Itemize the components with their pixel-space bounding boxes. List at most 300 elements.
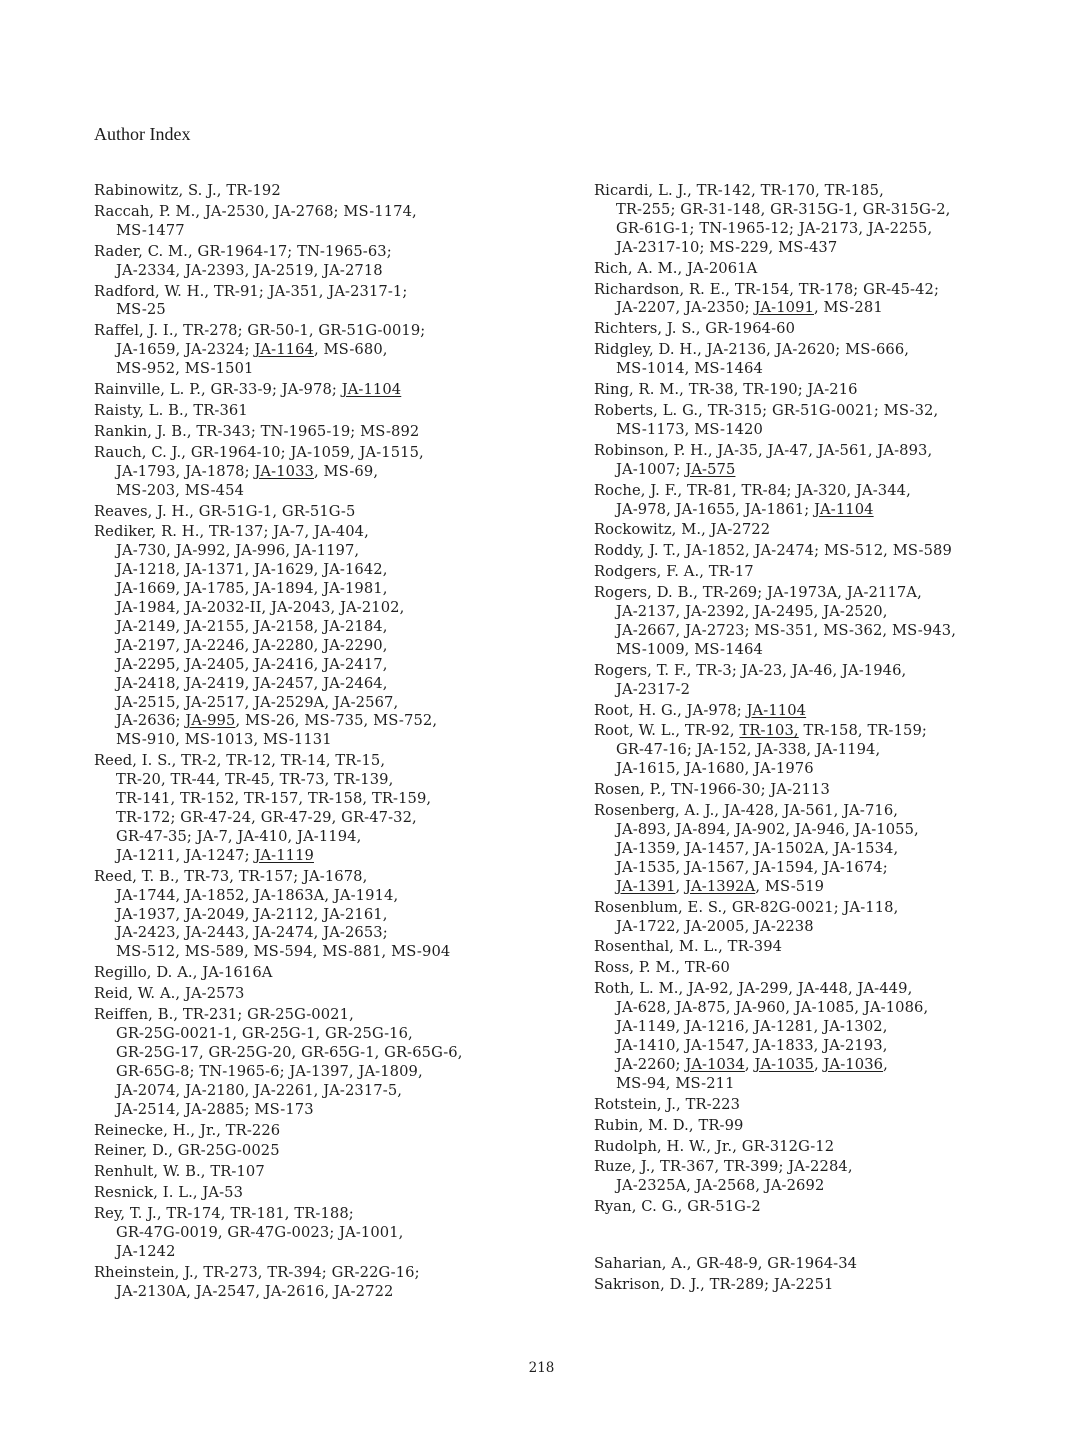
entry-first-line [94, 1163, 579, 1182]
index-entry [94, 243, 579, 281]
index-entry [94, 1142, 579, 1161]
entry-continuation-line [594, 859, 1079, 878]
entry-first-line [594, 980, 1079, 999]
entry-text: , [814, 1055, 824, 1073]
entry-text: Rader, C. M., GR-1964-17; TN-1965-63; [94, 242, 392, 260]
entry-text: JA-2074, JA-2180, JA-2261, JA-2317-5, [116, 1081, 403, 1099]
entry-first-line [94, 503, 579, 522]
entry-continuation-line [94, 360, 579, 379]
entry-continuation-line [594, 918, 1079, 937]
entry-continuation-line [594, 878, 1079, 897]
entry-continuation-line [594, 840, 1079, 859]
entry-text: TR-158, TR-159; [798, 722, 927, 740]
entry-text: Regillo, D. A., JA-1616A [94, 964, 273, 982]
entry-text: Reaves, J. H., GR-51G-1, GR-51G-5 [94, 502, 356, 520]
entry-first-line [594, 182, 1079, 201]
entry-continuation-line [94, 341, 579, 360]
entry-text: Richardson, R. E., TR-154, TR-178; GR-45-42; [594, 280, 940, 298]
index-entry [594, 442, 1079, 480]
entry-text: GR-47-35; JA-7, JA-410, JA-1194, [116, 827, 362, 845]
index-entry [594, 980, 1079, 1093]
entry-text: JA-1218, JA-1371, JA-1629, JA-1642, [116, 561, 388, 579]
index-entry [94, 964, 579, 983]
entry-text: , MS-680, [313, 341, 388, 359]
entry-continuation-line [94, 790, 579, 809]
index-entry [94, 283, 579, 321]
page-title: Author Index [94, 124, 191, 144]
entry-continuation-line [594, 760, 1079, 779]
index-column-right-s-entries [594, 1255, 1079, 1297]
entry-text: Ridgley, D. H., JA-2136, JA-2620; MS-666, [594, 341, 910, 359]
entry-continuation-line [94, 262, 579, 281]
entry-continuation-line [94, 301, 579, 320]
index-entry [94, 868, 579, 963]
entry-first-line [94, 985, 579, 1004]
entry-text: Raccah, P. M., JA-2530, JA-2768; MS-1174, [94, 202, 417, 220]
index-column-right [594, 182, 1079, 1219]
entry-continuation-line [94, 1283, 579, 1302]
entry-continuation-line [594, 360, 1079, 379]
entry-continuation-line [594, 299, 1079, 318]
entry-text: JA-730, JA-992, JA-996, JA-1197, [116, 542, 360, 560]
underlined-reference: JA-1104 [814, 500, 874, 518]
underlined-reference: JA-1119 [254, 846, 314, 864]
underlined-reference: JA-1392A [685, 877, 756, 895]
underlined-reference: JA-1034 [685, 1055, 745, 1073]
entry-text: Rotstein, J., TR-223 [594, 1095, 741, 1113]
entry-first-line [594, 442, 1079, 461]
entry-text: GR-25G-17, GR-25G-20, GR-65G-1, GR-65G-6, [116, 1043, 463, 1061]
entry-text: Raisty, L. B., TR-361 [94, 401, 248, 419]
entry-text: MS-25 [116, 301, 166, 319]
entry-text: JA-1937, JA-2049, JA-2112, JA-2161, [116, 905, 388, 923]
entry-text: Root, H. G., JA-978; [594, 701, 747, 719]
entry-continuation-line [94, 482, 579, 501]
index-entry [594, 260, 1079, 279]
entry-text: Rosen, P., TN-1966-30; JA-2113 [594, 781, 830, 799]
entry-text: JA-2137, JA-2392, JA-2495, JA-2520, [616, 603, 888, 621]
underlined-reference: JA-1164 [254, 341, 314, 359]
entry-continuation-line [94, 731, 579, 750]
index-entry [594, 938, 1079, 957]
index-entry [594, 1117, 1079, 1136]
entry-continuation-line [594, 741, 1079, 760]
entry-text: Richters, J. S., GR-1964-60 [594, 320, 796, 338]
index-entry [594, 381, 1079, 400]
entry-text: Reed, T. B., TR-73, TR-157; JA-1678, [94, 867, 368, 885]
entry-continuation-line [94, 887, 579, 906]
entry-text: Rosenthal, M. L., TR-394 [594, 938, 783, 956]
entry-first-line [594, 662, 1079, 681]
entry-first-line [94, 1264, 579, 1283]
entry-text: Rosenberg, A. J., JA-428, JA-561, JA-716, [594, 802, 899, 820]
index-entry [594, 781, 1079, 800]
index-entry [594, 899, 1079, 937]
underlined-reference: JA-1391 [616, 877, 676, 895]
entry-text: GR-65G-8; TN-1965-6; JA-1397, JA-1809, [116, 1062, 423, 1080]
entry-first-line [594, 341, 1079, 360]
entry-first-line [594, 563, 1079, 582]
entry-text: JA-2325A, JA-2568, JA-2692 [616, 1177, 825, 1195]
index-entry [594, 959, 1079, 978]
entry-text: TR-141, TR-152, TR-157, TR-158, TR-159, [116, 790, 432, 808]
entry-text: JA-1359, JA-1457, JA-1502A, JA-1534, [616, 839, 899, 857]
entry-continuation-line [94, 1044, 579, 1063]
entry-text: JA-1669, JA-1785, JA-1894, JA-1981, [116, 580, 388, 598]
entry-first-line [94, 752, 579, 771]
entry-text: Ruze, J., TR-367, TR-399; JA-2284, [594, 1158, 853, 1176]
entry-text: JA-2149, JA-2155, JA-2158, JA-2184, [116, 617, 388, 635]
entry-continuation-line [94, 847, 579, 866]
entry-continuation-line [594, 1056, 1079, 1075]
entry-text: Rudolph, H. W., Jr., GR-312G-12 [594, 1137, 835, 1155]
entry-text: Roberts, L. G., TR-315; GR-51G-0021; MS-32, [594, 401, 939, 419]
entry-text: Rubin, M. D., TR-99 [594, 1116, 744, 1134]
entry-text: JA-1211, JA-1247; [116, 846, 255, 864]
index-entry [594, 402, 1079, 440]
entry-text: JA-2514, JA-2885; MS-173 [116, 1100, 314, 1118]
entry-text: JA-1149, JA-1216, JA-1281, JA-1302, [616, 1018, 888, 1036]
entry-text: Reiffen, B., TR-231; GR-25G-0021, [94, 1006, 354, 1024]
entry-text: , MS-519 [755, 877, 825, 895]
underlined-reference: JA-1033 [254, 462, 314, 480]
entry-text: JA-2636; [116, 712, 186, 730]
entry-first-line [94, 1142, 579, 1161]
entry-first-line [594, 281, 1079, 300]
entry-text: , [744, 1055, 755, 1073]
index-entry [594, 482, 1079, 520]
entry-first-line [594, 1255, 1079, 1274]
entry-first-line [94, 402, 579, 421]
entry-continuation-line [594, 681, 1079, 700]
entry-first-line [94, 1205, 579, 1224]
entry-first-line [594, 1198, 1079, 1217]
entry-first-line [594, 722, 1079, 741]
entry-text: Roth, L. M., JA-92, JA-299, JA-448, JA-449, [594, 980, 913, 998]
entry-text: GR-47G-0019, GR-47G-0023; JA-1001, [116, 1224, 404, 1242]
entry-continuation-line [94, 809, 579, 828]
index-entry [594, 1198, 1079, 1217]
entry-text: MS-1014, MS-1464 [616, 360, 763, 378]
entry-text: JA-2334, JA-2393, JA-2519, JA-2718 [116, 261, 383, 279]
entry-continuation-line [94, 1243, 579, 1262]
entry-first-line [594, 1276, 1079, 1295]
entry-first-line [94, 964, 579, 983]
index-entry [94, 402, 579, 421]
entry-continuation-line [594, 1177, 1079, 1196]
entry-text: Ring, R. M., TR-38, TR-190; JA-216 [594, 381, 858, 399]
entry-text: Saharian, A., GR-48-9, GR-1964-34 [594, 1255, 858, 1272]
entry-text: MS-910, MS-1013, MS-1131 [116, 731, 332, 749]
entry-first-line [94, 182, 579, 201]
index-entry [594, 1138, 1079, 1157]
entry-first-line [594, 542, 1079, 561]
entry-first-line [94, 283, 579, 302]
entry-text: JA-1535, JA-1567, JA-1594, JA-1674; [616, 858, 888, 876]
entry-continuation-line [594, 421, 1079, 440]
index-entry [94, 1205, 579, 1262]
index-entry [594, 521, 1079, 540]
entry-text: Rainville, L. P., GR-33-9; JA-978; [94, 381, 342, 399]
entry-continuation-line [594, 220, 1079, 239]
entry-first-line [594, 1117, 1079, 1136]
entry-text: MS-94, MS-211 [616, 1074, 735, 1092]
underlined-reference: JA-1036 [823, 1055, 884, 1073]
entry-first-line [94, 423, 579, 442]
entry-first-line [94, 1122, 579, 1141]
entry-continuation-line [94, 580, 579, 599]
index-entry [94, 381, 579, 400]
entry-continuation-line [94, 712, 579, 731]
entry-text: JA-2260; [616, 1055, 686, 1073]
index-entry [94, 182, 579, 201]
underlined-reference: JA-1091 [754, 299, 814, 317]
entry-text: Resnick, I. L., JA-53 [94, 1184, 244, 1202]
entry-continuation-line [94, 1224, 579, 1243]
entry-first-line [594, 938, 1079, 957]
index-entry [94, 1264, 579, 1302]
index-entry [594, 1276, 1079, 1295]
entry-first-line [94, 381, 579, 400]
entry-continuation-line [594, 239, 1079, 258]
entry-continuation-line [94, 1063, 579, 1082]
entry-continuation-line [94, 694, 579, 713]
entry-first-line [594, 1096, 1079, 1115]
entry-text: MS-1009, MS-1464 [616, 640, 763, 658]
entry-text: Rheinstein, J., TR-273, TR-394; GR-22G-16; [94, 1263, 420, 1281]
index-entry [94, 444, 579, 501]
entry-text: , [883, 1055, 888, 1073]
entry-continuation-line [594, 201, 1079, 220]
entry-text: Rogers, D. B., TR-269; JA-1973A, JA-2117A, [594, 584, 922, 602]
entry-text: JA-2418, JA-2419, JA-2457, JA-2464, [116, 674, 388, 692]
index-entry [94, 985, 579, 1004]
entry-text: Radford, W. H., TR-91; JA-351, JA-2317-1; [94, 282, 408, 300]
underlined-reference: JA-995 [185, 712, 236, 730]
entry-text: Sakrison, D. J., TR-289; JA-2251 [594, 1275, 834, 1293]
entry-first-line [594, 899, 1079, 918]
entry-first-line [594, 482, 1079, 501]
entry-continuation-line [94, 828, 579, 847]
entry-continuation-line [594, 821, 1079, 840]
entry-text: Robinson, P. H., JA-35, JA-47, JA-561, JA-893, [594, 441, 933, 459]
entry-first-line [94, 523, 579, 542]
index-column-left [94, 182, 579, 1304]
index-entry [94, 523, 579, 750]
entry-text: JA-1615, JA-1680, JA-1976 [616, 760, 814, 778]
entry-first-line [594, 320, 1079, 339]
entry-continuation-line [94, 542, 579, 561]
entry-continuation-line [94, 463, 579, 482]
underlined-reference: JA-1035 [754, 1055, 814, 1073]
entry-first-line [594, 584, 1079, 603]
index-entry [594, 662, 1079, 700]
entry-text: Roddy, J. T., JA-1852, JA-2474; MS-512, MS-589 [594, 542, 952, 560]
index-entry [94, 322, 579, 379]
index-entry [594, 182, 1079, 258]
entry-continuation-line [94, 1101, 579, 1120]
index-entry [94, 503, 579, 522]
page-number: 218 [528, 1360, 555, 1376]
entry-first-line [94, 243, 579, 262]
entry-first-line [594, 381, 1079, 400]
entry-text: JA-2515, JA-2517, JA-2529A, JA-2567, [116, 693, 399, 711]
entry-text: JA-2130A, JA-2547, JA-2616, JA-2722 [116, 1282, 394, 1300]
entry-text: Rosenblum, E. S., GR-82G-0021; JA-118, [594, 898, 899, 916]
index-entry [94, 1184, 579, 1203]
entry-continuation-line [94, 1025, 579, 1044]
index-entry [594, 320, 1079, 339]
entry-text: JA-2207, JA-2350; [616, 299, 755, 317]
entry-continuation-line [594, 461, 1079, 480]
entry-first-line [94, 1006, 579, 1025]
index-entry [94, 1006, 579, 1119]
entry-continuation-line [94, 906, 579, 925]
entry-continuation-line [94, 618, 579, 637]
index-entry [594, 341, 1079, 379]
entry-text: MS-952, MS-1501 [116, 360, 254, 378]
entry-text: Roche, J. F., TR-81, TR-84; JA-320, JA-344, [594, 481, 911, 499]
index-entry [594, 563, 1079, 582]
entry-text: JA-893, JA-894, JA-902, JA-946, JA-1055, [616, 821, 919, 838]
entry-text: Ricardi, L. J., TR-142, TR-170, TR-185, [594, 182, 884, 199]
entry-continuation-line [594, 1037, 1079, 1056]
entry-text: Reiner, D., GR-25G-0025 [94, 1142, 280, 1160]
entry-continuation-line [94, 675, 579, 694]
entry-text: Ross, P. M., TR-60 [594, 959, 730, 977]
entry-first-line [594, 402, 1079, 421]
entry-first-line [94, 322, 579, 341]
entry-text: MS-1173, MS-1420 [616, 420, 763, 438]
entry-text: , [675, 877, 686, 895]
index-entry [594, 802, 1079, 897]
entry-text: Reed, I. S., TR-2, TR-12, TR-14, TR-15, [94, 752, 386, 770]
entry-text: Rodgers, F. A., TR-17 [594, 563, 754, 581]
entry-continuation-line [94, 656, 579, 675]
entry-text: TR-20, TR-44, TR-45, TR-73, TR-139, [116, 771, 394, 789]
index-entry [594, 1255, 1079, 1274]
entry-continuation-line [594, 1018, 1079, 1037]
index-entry [594, 584, 1079, 660]
entry-text: JA-2317-10; MS-229, MS-437 [616, 238, 838, 256]
entry-continuation-line [594, 999, 1079, 1018]
entry-continuation-line [94, 943, 579, 962]
entry-text: Ryan, C. G., GR-51G-2 [594, 1198, 761, 1216]
entry-text: TR-172; GR-47-24, GR-47-29, GR-47-32, [116, 809, 417, 826]
entry-text: JA-1410, JA-1547, JA-1833, JA-2193, [616, 1036, 888, 1054]
entry-text: MS-1477 [116, 221, 185, 239]
entry-text: JA-1984, JA-2032-II, JA-2043, JA-2102, [116, 599, 405, 617]
entry-text: , MS-69, [313, 462, 379, 480]
entry-continuation-line [94, 771, 579, 790]
entry-continuation-line [594, 622, 1079, 641]
entry-first-line [594, 702, 1079, 721]
index-entry [594, 702, 1079, 721]
entry-first-line [594, 260, 1079, 279]
entry-continuation-line [94, 637, 579, 656]
entry-continuation-line [94, 222, 579, 241]
index-entry [94, 1163, 579, 1182]
entry-text: Rich, A. M., JA-2061A [594, 259, 758, 277]
entry-text: , MS-26, MS-735, MS-752, [235, 712, 438, 730]
entry-continuation-line [94, 924, 579, 943]
entry-text: Rankin, J. B., TR-343; TN-1965-19; MS-892 [94, 422, 420, 440]
entry-text: Rabinowitz, S. J., TR-192 [94, 182, 281, 199]
entry-first-line [594, 781, 1079, 800]
underlined-reference: TR-103, [739, 722, 799, 740]
underlined-reference: JA-1104 [341, 381, 402, 399]
entry-text: Rauch, C. J., GR-1964-10; JA-1059, JA-1515, [94, 443, 424, 461]
entry-text: Reid, W. A., JA-2573 [94, 985, 245, 1003]
entry-first-line [594, 959, 1079, 978]
index-entry [594, 281, 1079, 319]
index-entry [94, 752, 579, 865]
entry-continuation-line [594, 641, 1079, 660]
entry-text: Raffel, J. I., TR-278; GR-50-1, GR-51G-0019; [94, 322, 426, 340]
entry-first-line [94, 203, 579, 222]
entry-first-line [594, 802, 1079, 821]
index-entry [594, 1158, 1079, 1196]
entry-text: JA-2667, JA-2723; MS-351, MS-362, MS-943, [616, 621, 956, 639]
entry-text: Rediker, R. H., TR-137; JA-7, JA-404, [94, 523, 369, 541]
entry-text: GR-61G-1; TN-1965-12; JA-2173, JA-2255, [616, 219, 933, 237]
index-entry [594, 542, 1079, 561]
entry-text: , MS-281 [813, 299, 883, 317]
underlined-reference: JA-575 [685, 460, 736, 478]
entry-text: JA-2295, JA-2405, JA-2416, JA-2417, [116, 655, 388, 673]
index-entry [594, 722, 1079, 779]
entry-text: JA-1659, JA-2324; [116, 341, 255, 359]
entry-continuation-line [594, 1075, 1079, 1094]
entry-text: Renhult, W. B., TR-107 [94, 1163, 265, 1181]
underlined-reference: JA-1104 [746, 701, 807, 719]
entry-text: Rockowitz, M., JA-2722 [594, 521, 771, 539]
entry-first-line [594, 521, 1079, 540]
entry-text: JA-1722, JA-2005, JA-2238 [616, 917, 814, 935]
index-entry [594, 1096, 1079, 1115]
entry-first-line [94, 868, 579, 887]
entry-text: Rey, T. J., TR-174, TR-181, TR-188; [94, 1205, 354, 1223]
index-entry [94, 423, 579, 442]
entry-first-line [594, 1138, 1079, 1157]
entry-text: JA-1793, JA-1878; [116, 462, 255, 480]
entry-first-line [94, 444, 579, 463]
entry-text: JA-1242 [116, 1242, 176, 1260]
entry-text: JA-978, JA-1655, JA-1861; [616, 500, 815, 518]
entry-text: JA-1744, JA-1852, JA-1863A, JA-1914, [116, 886, 399, 904]
entry-text: Reinecke, H., Jr., TR-226 [94, 1121, 281, 1139]
entry-continuation-line [594, 501, 1079, 520]
entry-continuation-line [94, 561, 579, 580]
entry-first-line [594, 1158, 1079, 1177]
entry-text: JA-2317-2 [616, 680, 691, 698]
entry-text: GR-25G-0021-1, GR-25G-1, GR-25G-16, [116, 1024, 413, 1042]
index-entry [94, 1122, 579, 1141]
entry-text: Root, W. L., TR-92, [594, 722, 740, 740]
entry-text: TR-255; GR-31-148, GR-315G-1, GR-315G-2, [616, 200, 951, 218]
entry-continuation-line [594, 603, 1079, 622]
index-entry [94, 203, 579, 241]
entry-text: GR-47-16; JA-152, JA-338, JA-1194, [616, 741, 881, 759]
entry-first-line [94, 1184, 579, 1203]
entry-continuation-line [94, 1082, 579, 1101]
entry-text: Rogers, T. F., TR-3; JA-23, JA-46, JA-1946, [594, 661, 907, 679]
entry-continuation-line [94, 599, 579, 618]
entry-text: MS-203, MS-454 [116, 481, 245, 499]
entry-text: JA-628, JA-875, JA-960, JA-1085, JA-1086, [616, 999, 929, 1017]
entry-text: JA-2197, JA-2246, JA-2280, JA-2290, [116, 636, 388, 654]
entry-text: JA-2423, JA-2443, JA-2474, JA-2653; [116, 924, 388, 942]
